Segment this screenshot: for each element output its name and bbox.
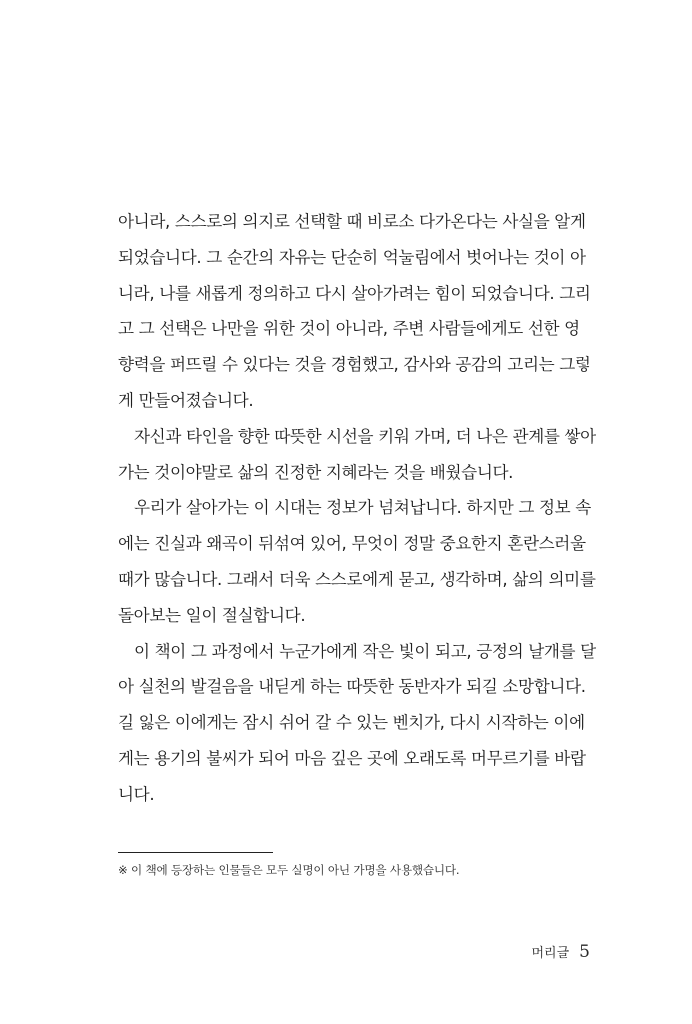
body-line: 아니라, 스스로의 의지로 선택할 때 비로소 다가온다는 사실을 알게 [118,212,586,231]
section-label: 머리글 [531,946,570,961]
body-line: 니다. [118,784,155,804]
body-line: 향력을 퍼뜨릴 수 있다는 것을 경험했고, 감사와 공감의 고리는 그렇 [118,355,591,375]
footnote-divider [118,852,273,853]
body-line: 가는 것이야말로 삶의 진정한 지혜라는 것을 배웠습니다. [118,462,514,482]
body-line: 니라, 나를 새롭게 정의하고 다시 살아가려는 힘이 되었습니다. 그리 [118,283,591,303]
page-number: 5 [579,942,590,962]
paragraph-start-line: 이 책이 그 과정에서 누군가에게 작은 빛이 되고, 긍정의 날개를 달 [134,641,596,661]
body-line: 되었습니다. 그 순간의 자유는 단순히 억눌림에서 벗어나는 것이 아 [118,247,586,267]
paragraph-start-line: 자신과 타인을 향한 따뜻한 시선을 키워 가며, 더 나은 관계를 쌓아 [134,426,596,446]
body-line: 돌아보는 일이 절실합니다. [118,605,306,625]
body-line: 고 그 선택은 나만을 위한 것이 아니라, 주변 사람들에게도 선한 영 [118,319,580,339]
paragraph-start-line: 우리가 살아가는 이 시대는 정보가 넘쳐납니다. 하지만 그 정보 속 [134,498,591,518]
body-line: 길 잃은 이에게는 잠시 쉬어 갈 수 있는 벤치가, 다시 시작하는 이에 [118,713,585,733]
body-line: 게 만들어졌습니다. [118,390,254,410]
page-folio [531,942,590,962]
footnote-text: ※ 이 책에 등장하는 인물들은 모두 실명이 아닌 가명을 사용했습니다. [118,863,460,877]
body-line: 때가 많습니다. 그래서 더욱 스스로에게 묻고, 생각하며, 삶의 의미를 [118,569,596,589]
body-line: 아 실천의 발걸음을 내딛게 하는 따뜻한 동반자가 되길 소망합니다. [118,677,586,697]
body-line: 게는 용기의 불씨가 되어 마음 깊은 곳에 오래도록 머무르기를 바랍 [118,748,586,768]
body-text [118,204,598,813]
body-line: 에는 진실과 왜곡이 뒤섞여 있어, 무엇이 정말 중요한지 혼란스러울 [118,534,586,554]
